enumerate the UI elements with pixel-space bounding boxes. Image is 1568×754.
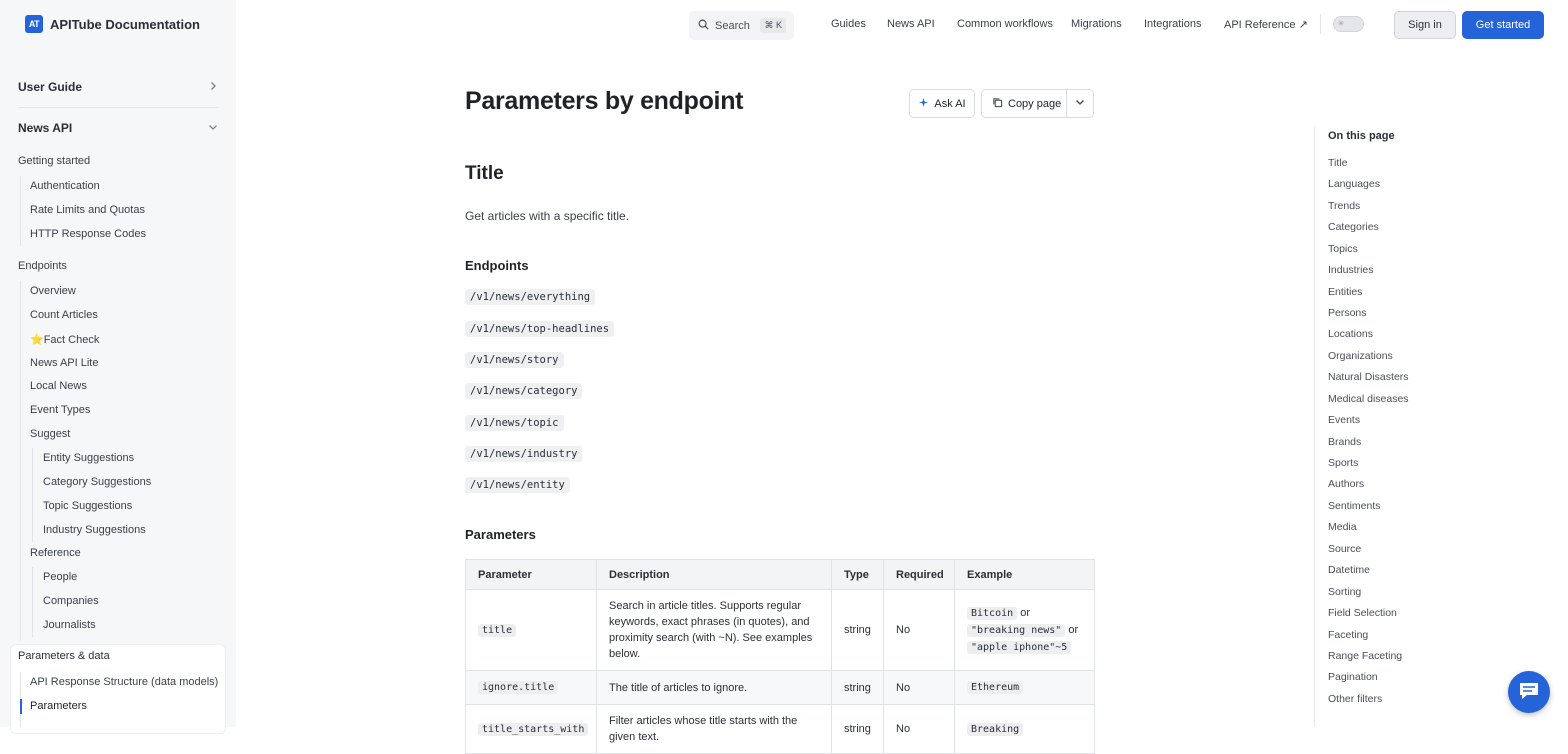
- topbar-separator: [1320, 14, 1321, 34]
- example-cell: [955, 671, 1095, 705]
- sidebar-item-topic-suggestions[interactable]: Topic Suggestions: [43, 500, 133, 512]
- required-cell: No: [884, 590, 955, 671]
- column-header: Description: [597, 560, 832, 590]
- description-cell: Filter articles whose title starts with the given text.: [597, 705, 832, 754]
- example-or: or: [1068, 623, 1079, 636]
- search-icon: [698, 19, 709, 33]
- example-value: "breaking news": [967, 624, 1065, 637]
- chevron-down-icon: [208, 122, 218, 135]
- toc-item[interactable]: Locations: [1328, 328, 1373, 340]
- chat-bubble-icon: [1518, 681, 1540, 704]
- active-indicator: [20, 699, 22, 714]
- param-cell: [466, 671, 597, 705]
- sidebar-section-user-guide[interactable]: [18, 80, 218, 94]
- param-cell: [466, 705, 597, 754]
- param-cell: [466, 590, 597, 671]
- table-header-row: [466, 560, 1095, 590]
- toc-item[interactable]: Source: [1328, 543, 1362, 555]
- chevron-right-icon: [208, 81, 218, 94]
- sidebar-list-suggest: [32, 448, 33, 542]
- example-value: Ethereum: [967, 681, 1023, 694]
- toc-item[interactable]: Industries: [1328, 264, 1374, 276]
- endpoint-code: /v1/news/topic: [465, 415, 564, 431]
- sidebar-item-news-api-lite[interactable]: News API Lite: [30, 357, 99, 369]
- toc-title: On this page: [1328, 130, 1395, 142]
- toc-item[interactable]: Range Faceting: [1328, 650, 1403, 662]
- topnav-news-api[interactable]: News API: [887, 18, 935, 30]
- sidebar-section-news-api[interactable]: [18, 121, 218, 135]
- endpoint-code: /v1/news/top-headlines: [465, 321, 614, 337]
- sidebar-item-reference[interactable]: Reference: [30, 547, 81, 559]
- sidebar-item-companies[interactable]: Companies: [43, 595, 99, 607]
- sidebar-item-count-articles[interactable]: Count Articles: [30, 309, 98, 321]
- section-description: Get articles with a specific title.: [465, 209, 630, 223]
- brand-logo[interactable]: [25, 15, 200, 33]
- sidebar-item-journalists[interactable]: Journalists: [43, 619, 96, 631]
- sidebar: [0, 0, 236, 727]
- sidebar-item-api-response-structure[interactable]: API Response Structure (data models): [30, 676, 219, 688]
- table-row: [466, 590, 1095, 671]
- example-value: "apple iphone"~5: [967, 641, 1071, 654]
- param-name: title: [478, 624, 516, 637]
- toc-item[interactable]: Topics: [1328, 243, 1358, 255]
- search-shortcut: ⌘ K: [760, 18, 786, 33]
- example-or: or: [1020, 606, 1030, 619]
- sign-in-button[interactable]: Sign in: [1394, 11, 1456, 39]
- brand-name: APITube Documentation: [50, 16, 200, 32]
- sidebar-item-suggest[interactable]: Suggest: [30, 428, 71, 440]
- sidebar-item-rate-limits[interactable]: Rate Limits and Quotas: [30, 204, 145, 216]
- sidebar-item-fact-check[interactable]: ⭐Fact Check: [30, 334, 100, 346]
- endpoint-code: /v1/news/everything: [465, 289, 595, 305]
- column-header: Example: [955, 560, 1095, 590]
- copy-page-label: Copy page: [1008, 97, 1062, 110]
- endpoint-code: /v1/news/story: [465, 352, 564, 368]
- sidebar-section-label: User Guide: [18, 80, 83, 94]
- description-cell: The title of articles to ignore.: [597, 671, 832, 705]
- sidebar-item-http-codes[interactable]: HTTP Response Codes: [30, 228, 146, 240]
- table-of-contents: [1314, 127, 1568, 727]
- table-row: [466, 705, 1095, 754]
- sidebar-item-category-suggestions[interactable]: Category Suggestions: [43, 476, 152, 488]
- sidebar-item-entity-suggestions[interactable]: Entity Suggestions: [43, 452, 135, 464]
- toc-item[interactable]: Brands: [1328, 436, 1362, 448]
- example-value: Bitcoin: [967, 607, 1017, 620]
- section-heading-title: Title: [465, 163, 504, 184]
- chat-widget-button[interactable]: [1508, 671, 1550, 713]
- toc-item[interactable]: Medical diseases: [1328, 393, 1409, 405]
- ask-ai-button[interactable]: [909, 89, 975, 118]
- endpoint-code: /v1/news/category: [465, 383, 582, 399]
- sidebar-divider: [18, 107, 218, 108]
- column-header: Parameter: [466, 560, 597, 590]
- column-header: Required: [884, 560, 955, 590]
- copy-icon: [992, 97, 1003, 111]
- topnav-migrations[interactable]: Migrations: [1071, 18, 1122, 30]
- sidebar-group-params-label[interactable]: Parameters & data: [18, 650, 110, 662]
- sidebar-list-endpoints: [20, 281, 21, 641]
- get-started-button[interactable]: Get started: [1462, 11, 1544, 39]
- topnav-api-reference[interactable]: API Reference ↗: [1224, 19, 1308, 31]
- toc-item[interactable]: Other filters: [1328, 693, 1383, 705]
- toc-item[interactable]: Events: [1328, 414, 1361, 426]
- toc-item[interactable]: Organizations: [1328, 350, 1393, 362]
- topnav-guides[interactable]: Guides: [831, 18, 866, 30]
- theme-toggle[interactable]: [1333, 16, 1364, 32]
- required-cell: No: [884, 671, 955, 705]
- sidebar-list-reference: [32, 567, 33, 637]
- chevron-down-icon: [1075, 99, 1085, 110]
- toc-item[interactable]: Faceting: [1328, 629, 1369, 641]
- toc-item[interactable]: Datetime: [1328, 564, 1371, 576]
- endpoint-code: /v1/news/entity: [465, 477, 570, 493]
- example-cell: [955, 590, 1095, 671]
- toc-item[interactable]: Title: [1328, 157, 1348, 169]
- sidebar-item-people[interactable]: People: [43, 571, 78, 583]
- page-title: Parameters by endpoint: [465, 87, 744, 115]
- toc-item[interactable]: Persons: [1328, 307, 1367, 319]
- toc-item[interactable]: Sorting: [1328, 586, 1362, 598]
- sun-icon: ✳: [1337, 19, 1345, 28]
- search-button[interactable]: [689, 11, 794, 40]
- parameters-heading: Parameters: [465, 527, 536, 542]
- required-cell: No: [884, 705, 955, 754]
- toc-item[interactable]: Pagination: [1328, 671, 1378, 683]
- sidebar-item-overview[interactable]: Overview: [30, 285, 76, 297]
- ask-ai-label: Ask AI: [934, 97, 966, 110]
- sidebar-item-industry-suggestions[interactable]: Industry Suggestions: [43, 524, 146, 536]
- example-cell: [955, 705, 1095, 754]
- toc-item[interactable]: Authors: [1328, 478, 1365, 490]
- copy-page-button[interactable]: [982, 90, 1067, 117]
- sidebar-item-local-news[interactable]: Local News: [30, 380, 87, 392]
- sidebar-item-parameters[interactable]: Parameters: [30, 700, 87, 712]
- topnav-common-workflows[interactable]: Common workflows: [957, 18, 1053, 30]
- toc-item[interactable]: Categories: [1328, 221, 1379, 233]
- toc-item[interactable]: Media: [1328, 521, 1357, 533]
- type-cell: string: [832, 671, 884, 705]
- column-header: Type: [832, 560, 884, 590]
- sidebar-item-authentication[interactable]: Authentication: [30, 180, 100, 192]
- sparkle-icon: [918, 97, 929, 111]
- type-cell: string: [832, 705, 884, 754]
- toc-item[interactable]: Sports: [1328, 457, 1359, 469]
- sidebar-list-getting-started: [20, 176, 21, 246]
- search-label: Search: [715, 19, 750, 32]
- topnav-integrations[interactable]: Integrations: [1144, 18, 1202, 30]
- example-value: Breaking: [967, 723, 1023, 736]
- copy-page-control: [981, 89, 1094, 118]
- toc-item[interactable]: Natural Disasters: [1328, 371, 1409, 383]
- toc-item[interactable]: Trends: [1328, 200, 1361, 212]
- sidebar-group-getting-started[interactable]: Getting started: [18, 155, 91, 167]
- toc-item[interactable]: Entities: [1328, 286, 1363, 298]
- toc-item[interactable]: Sentiments: [1328, 500, 1381, 512]
- type-cell: string: [832, 590, 884, 671]
- endpoint-code: /v1/news/industry: [465, 446, 582, 462]
- param-name: ignore.title: [478, 681, 558, 694]
- toc-item[interactable]: Field Selection: [1328, 607, 1397, 619]
- param-name: title_starts_with: [478, 723, 588, 736]
- copy-page-dropdown[interactable]: [1067, 97, 1093, 110]
- sidebar-item-event-types[interactable]: Event Types: [30, 404, 91, 416]
- endpoints-heading: Endpoints: [465, 258, 529, 273]
- description-cell: Search in article titles. Supports regular keywords, exact phrases (in quotes), and proximity search (with ~N). See examples below.: [597, 590, 832, 671]
- sidebar-group-endpoints[interactable]: Endpoints: [18, 260, 67, 272]
- parameters-table: [465, 559, 1095, 754]
- toc-item[interactable]: Languages: [1328, 178, 1380, 190]
- table-row: [466, 671, 1095, 705]
- apitube-logo-icon: AT: [25, 15, 43, 33]
- sidebar-section-label: News API: [18, 121, 73, 135]
